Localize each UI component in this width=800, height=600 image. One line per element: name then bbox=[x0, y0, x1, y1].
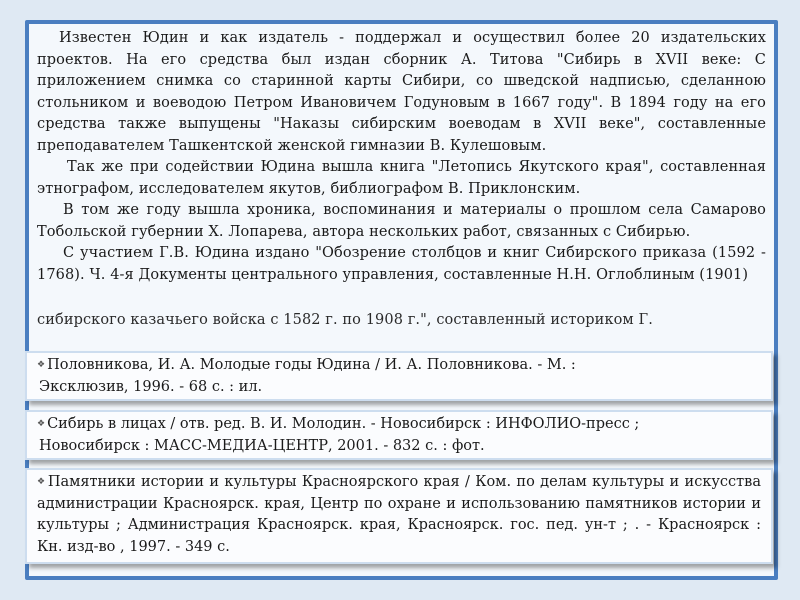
paragraph-cossack-partial: сибирского казачьего войска с 1582 г. по 1908 г.", составленный историком Г. bbox=[37, 312, 653, 328]
reference-line: Новосибирск : МАСС-МЕДИА-ЦЕНТР, 2001. - 832 с. : фот. bbox=[39, 437, 485, 454]
reference-card-sibir-v-litsakh bbox=[25, 410, 773, 460]
paragraph-samarovo: В том же году вышла хроника, воспоминания и материалы о прошлом села Самарово Тобольской губернии Х. Лопарева, автора нескольких работ, связанных с Сибирью. bbox=[37, 202, 766, 240]
bullet-icon: ❖ bbox=[37, 419, 46, 429]
paragraph-siberian-prikaz: С участием Г.В. Юдина издано "Обозрение столбцов и книг Сибирского приказа (1592 - 1768). Ч. 4-я Документы центрального управления, составленные Н.Н. Оглоблиным (1901) bbox=[37, 245, 766, 283]
bullet-icon: ❖ bbox=[37, 360, 46, 370]
bullet-icon: ❖ bbox=[37, 477, 46, 487]
reference-line: Половникова, И. А. Молодые годы Юдина / И. А. Половникова. - М. : bbox=[47, 357, 576, 373]
reference-line: Эксклюзив, 1996. - 68 с. : ил. bbox=[39, 378, 263, 395]
reference-line: Сибирь в лицах / отв. ред. В. И. Молодин. - Новосибирск : ИНФОЛИО-пресс ; bbox=[47, 416, 640, 432]
reference-card-pamyatniki bbox=[25, 468, 773, 564]
reference-line: Памятники истории и культуры Красноярского края / Ком. по делам культуры и искусства администрации Красноярск. края, Центр по охране и использованию памятников истории и культуры ; Администрация Красноярск. края, Красноярск. гос. пед. ун-т ; . - Красноярск : Кн. изд-во , 1997. - 349 с. bbox=[37, 474, 761, 555]
paragraph-publisher: Известен Юдин и как издатель - поддержал и осуществил более 20 издательских проектов. На его средства был издан сборник А. Титова "Сибирь в XVII веке: С приложением снимка со старинной карты Сибири, со шведской надписью, сделанною стольником и воеводою Петром Ивановичем Годуновым в 1667 году". В 1894 году на его средства также выпущены "Наказы сибирским воеводам в XVII веке", составленные преподавателем Ташкентской женской гимназии В. Кулешовым. bbox=[37, 30, 766, 154]
reference-card-polovnikova bbox=[25, 351, 773, 401]
paragraph-yakutsk-chronicle: Так же при содействии Юдина вышла книга "Летопись Якутского края", составленная этнографом, исследователем якутов, библиографом В. Приклонским. bbox=[37, 159, 766, 197]
